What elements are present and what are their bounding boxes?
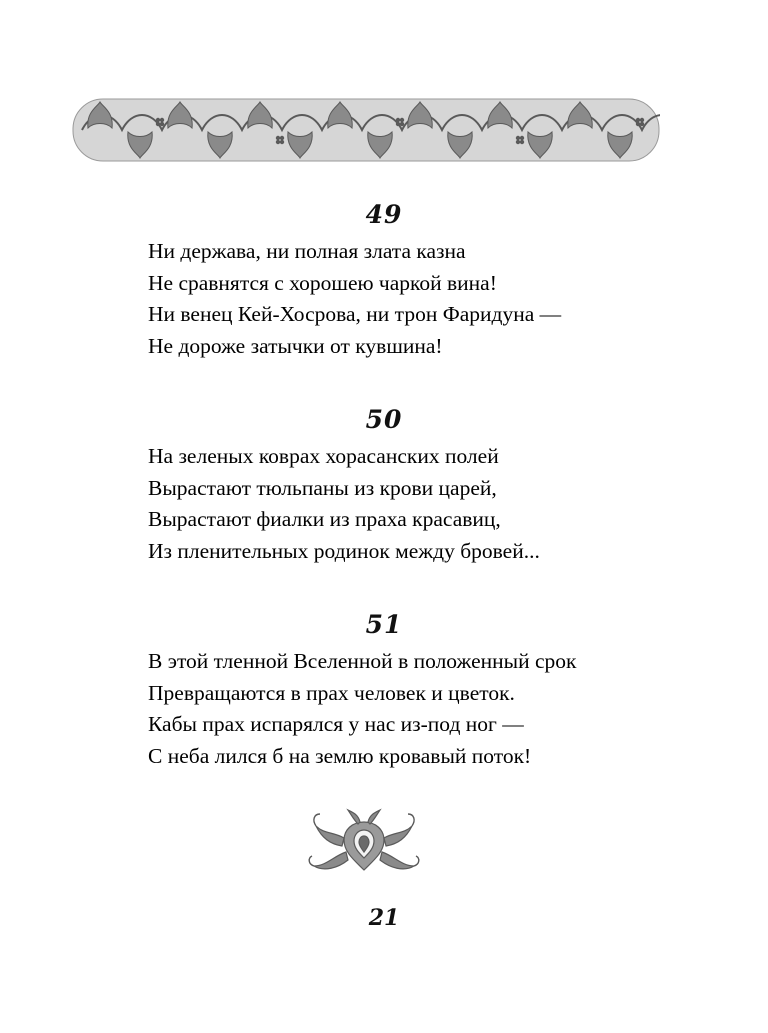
stanza-49 (148, 236, 708, 362)
poem-number-49: 49 (365, 200, 403, 229)
stanza-50 (148, 441, 708, 567)
poem-line: Превращаются в прах человек и цветок. (148, 680, 515, 705)
poem-line: В этой тленной Вселенной в положенный срок (148, 649, 577, 673)
grapevine-border-ornament (72, 98, 660, 162)
poem-line: Вырастают фиалки из праха красавиц, (148, 507, 501, 531)
poem-line: На зеленых коврах хорасанских полей (148, 444, 499, 468)
poem-line: Ни держава, ни полная злата казна (148, 239, 466, 263)
poem-number-50: 50 (365, 405, 403, 434)
floral-vignette-ornament (304, 808, 424, 880)
poem-line: С неба лился б на землю кровавый поток! (148, 743, 532, 768)
poem-number-51: 51 (365, 610, 403, 639)
page-number: 21 (368, 905, 400, 931)
poem-line: Не сравнятся с хорошею чаркой вина! (148, 270, 497, 295)
poem-line: Кабы прах испарялся у нас из-под ног — (148, 712, 524, 736)
poem-line: Вырастают тюльпаны из крови царей, (148, 475, 497, 500)
poem-line: Не дороже затычки от кувшина! (148, 333, 443, 358)
stanza-51 (148, 646, 708, 772)
poem-line: Из пленительных родинок между бровей... (148, 538, 540, 563)
poem-line: Ни венец Кей-Хосрова, ни трон Фаридуна — (148, 302, 562, 326)
